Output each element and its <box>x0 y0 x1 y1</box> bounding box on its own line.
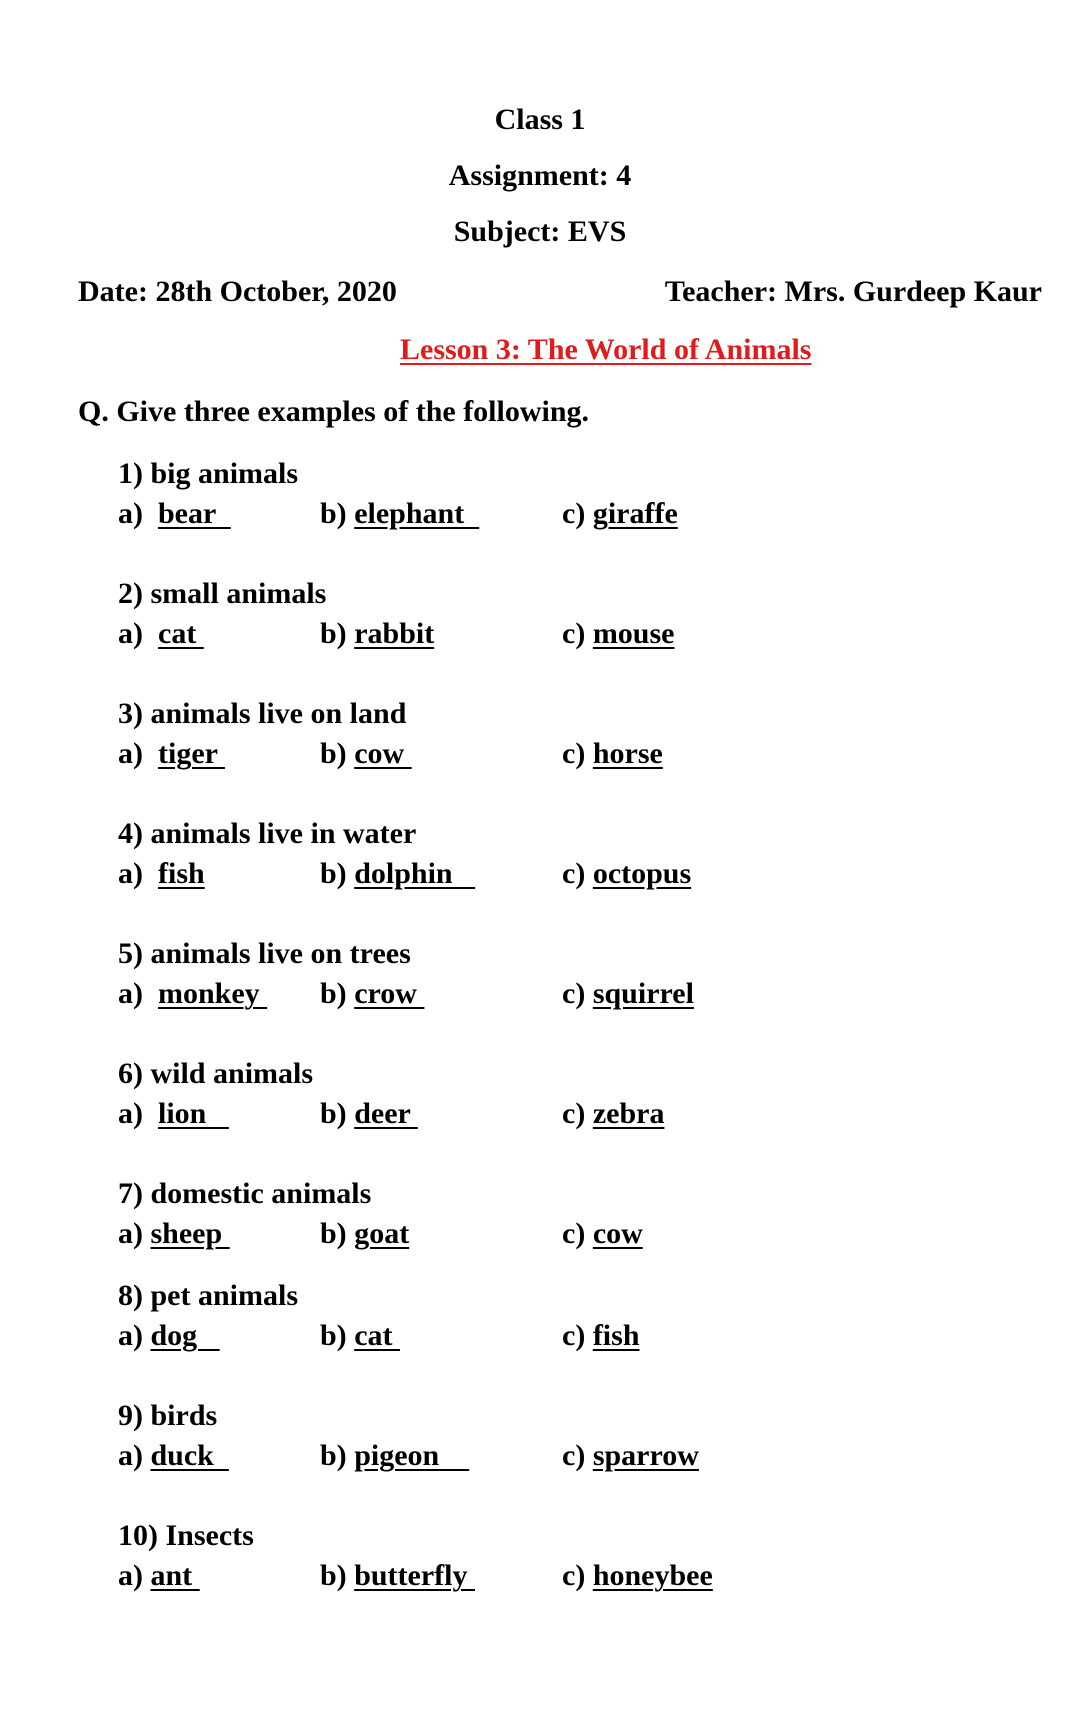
list-item <box>118 1056 1018 1146</box>
answer-word: lion <box>158 1097 229 1130</box>
list-item <box>118 1518 1018 1608</box>
question-prompt: Q. Give three examples of the following. <box>78 395 590 428</box>
answer-word: horse <box>592 737 663 770</box>
answer-prefix: c) <box>562 617 593 650</box>
answer-c <box>562 856 691 892</box>
answer-word: monkey <box>158 977 268 1010</box>
answer-word: sparrow <box>592 1439 699 1472</box>
list-item <box>118 1176 1018 1266</box>
answer-prefix: c) <box>562 977 593 1010</box>
list-item <box>118 1398 1018 1488</box>
class-label: Class 1 <box>494 103 586 136</box>
answer-b <box>320 856 475 892</box>
answer-b <box>320 616 434 652</box>
answer-word: deer <box>354 1097 418 1130</box>
answer-word: rabbit <box>354 617 435 650</box>
item-title: 6) wild animals <box>118 1057 314 1090</box>
subject-label: Subject: EVS <box>453 215 627 248</box>
answer-prefix: b) <box>320 977 355 1010</box>
answer-word: octopus <box>592 857 692 890</box>
answer-word: pigeon <box>354 1439 470 1472</box>
answer-word: sheep <box>150 1217 230 1250</box>
answer-prefix: c) <box>562 497 593 530</box>
answer-word: fish <box>158 857 205 890</box>
answer-prefix: b) <box>320 617 355 650</box>
item-title: 1) big animals <box>118 457 299 490</box>
item-title: 8) pet animals <box>118 1279 298 1312</box>
answer-prefix: b) <box>320 1559 355 1592</box>
answer-prefix: c) <box>562 1217 593 1250</box>
answer-prefix: c) <box>562 1319 593 1352</box>
answer-word: cow <box>592 1217 643 1250</box>
answer-c <box>562 1096 664 1132</box>
answer-prefix: b) <box>320 857 355 890</box>
answer-b <box>320 496 479 532</box>
answer-prefix: b) <box>320 737 355 770</box>
answer-prefix: c) <box>562 857 593 890</box>
answer-word: zebra <box>592 1097 665 1130</box>
answer-word: crow <box>354 977 425 1010</box>
answer-word: goat <box>354 1217 410 1250</box>
answer-word: elephant <box>354 497 480 530</box>
answer-prefix: a) <box>118 977 158 1010</box>
answer-a <box>118 1318 220 1354</box>
item-title: 4) animals live in water <box>118 817 417 850</box>
answer-word: duck <box>150 1439 229 1472</box>
answer-word: cat <box>354 1319 400 1352</box>
answer-a <box>118 1216 230 1252</box>
assignment-label: Assignment: 4 <box>448 159 632 192</box>
answer-word: cat <box>158 617 204 650</box>
item-title: 2) small animals <box>118 577 327 610</box>
answer-c <box>562 1558 713 1594</box>
answer-prefix: a) <box>118 617 158 650</box>
answer-b <box>320 976 424 1012</box>
list-item <box>118 1278 1018 1368</box>
answer-c <box>562 1318 640 1354</box>
answer-prefix: a) <box>118 857 158 890</box>
answer-word: mouse <box>592 617 675 650</box>
answer-prefix: a) <box>118 1439 151 1472</box>
answer-a <box>118 1096 229 1132</box>
answer-prefix: b) <box>320 1319 355 1352</box>
answer-prefix: c) <box>562 1439 593 1472</box>
answer-word: honeybee <box>592 1559 713 1592</box>
answer-b <box>320 1096 418 1132</box>
answer-prefix: a) <box>118 1217 151 1250</box>
list-item <box>118 456 1018 546</box>
item-title: 10) Insects <box>118 1519 254 1552</box>
list-item <box>118 696 1018 786</box>
item-title: 3) animals live on land <box>118 697 407 730</box>
answer-prefix: b) <box>320 1439 355 1472</box>
answer-prefix: a) <box>118 497 158 530</box>
answer-word: dog <box>150 1319 220 1352</box>
answer-word: bear <box>158 497 231 530</box>
answer-prefix: a) <box>118 1319 151 1352</box>
answer-prefix: c) <box>562 737 593 770</box>
answer-c <box>562 736 663 772</box>
answer-c <box>562 1216 643 1252</box>
answer-word: ant <box>150 1559 200 1592</box>
answer-word: fish <box>592 1319 640 1352</box>
answer-prefix: a) <box>118 737 158 770</box>
answer-b <box>320 1318 400 1354</box>
lesson-title: Lesson 3: The World of Animals <box>400 333 812 366</box>
answer-word: dolphin <box>354 857 476 890</box>
answer-a <box>118 976 267 1012</box>
list-item <box>118 936 1018 1026</box>
answer-word: giraffe <box>592 497 678 530</box>
item-title: 9) birds <box>118 1399 218 1432</box>
answer-a <box>118 856 205 892</box>
item-title: 5) animals live on trees <box>118 937 411 970</box>
answer-b <box>320 1216 409 1252</box>
teacher-label: Teacher: Mrs. Gurdeep Kaur <box>664 275 1042 308</box>
answer-prefix: c) <box>562 1097 593 1130</box>
answer-prefix: b) <box>320 1097 355 1130</box>
list-item <box>118 816 1018 906</box>
answer-a <box>118 1438 229 1474</box>
answer-word: tiger <box>158 737 225 770</box>
answer-word: butterfly <box>354 1559 475 1592</box>
answer-prefix: b) <box>320 497 355 530</box>
answer-b <box>320 736 412 772</box>
answer-c <box>562 496 678 532</box>
answer-a <box>118 736 225 772</box>
list-item <box>118 576 1018 666</box>
answer-c <box>562 1438 699 1474</box>
answer-b <box>320 1558 475 1594</box>
answer-prefix: a) <box>118 1097 158 1130</box>
answer-c <box>562 616 674 652</box>
answer-word: cow <box>354 737 412 770</box>
answer-b <box>320 1438 469 1474</box>
item-title: 7) domestic animals <box>118 1177 372 1210</box>
answer-prefix: a) <box>118 1559 151 1592</box>
answer-c <box>562 976 694 1012</box>
answer-a <box>118 496 231 532</box>
answer-a <box>118 616 204 652</box>
answer-prefix: c) <box>562 1559 593 1592</box>
answer-word: squirrel <box>592 977 694 1010</box>
date-label: Date: 28th October, 2020 <box>78 275 397 308</box>
answer-a <box>118 1558 200 1594</box>
answer-prefix: b) <box>320 1217 355 1250</box>
